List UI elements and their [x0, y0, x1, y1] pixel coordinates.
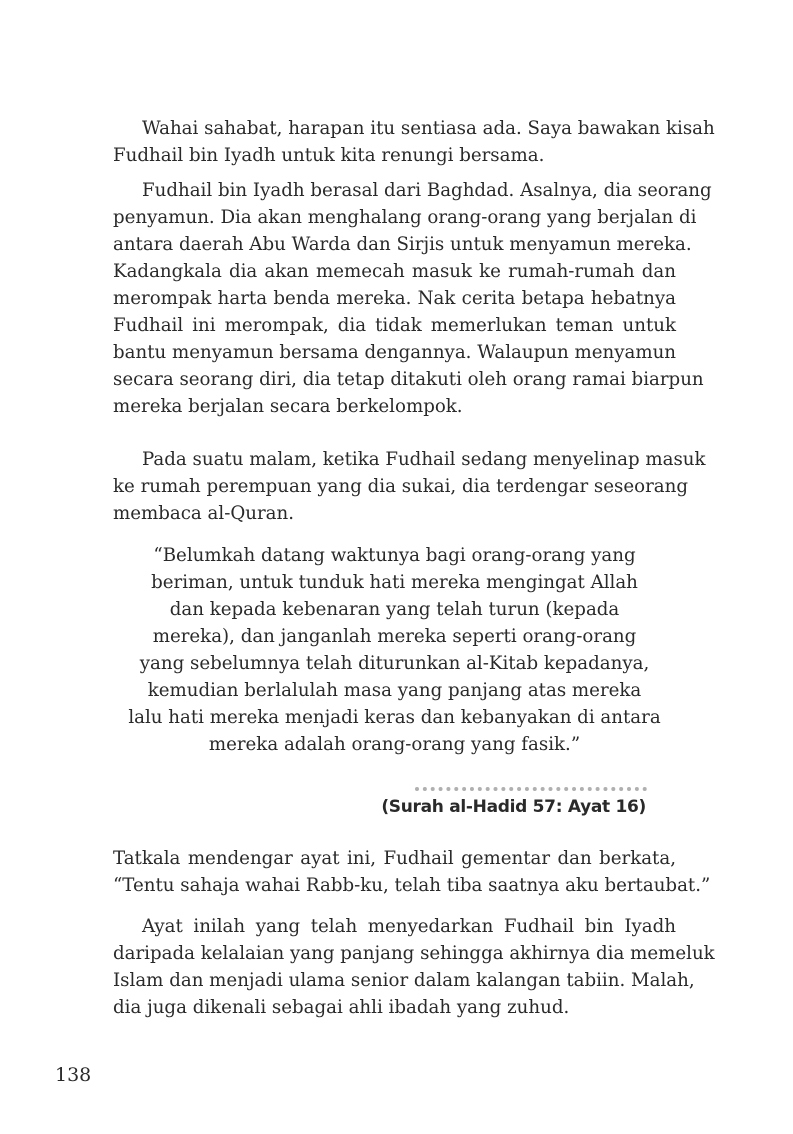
text-line: bantu menyamun bersama dengannya. Walaupun menyamun: [113, 342, 676, 363]
quote-line: “Belumkah datang waktunya bagi orang-orang yang: [153, 545, 636, 566]
text-line: Fudhail bin Iyadh untuk kita renungi bersama.: [113, 145, 545, 166]
quote-citation: (Surah al-Hadid 57: Ayat 16): [381, 797, 646, 817]
quote-line: beriman, untuk tunduk hati mereka mengingat Allah: [151, 572, 638, 593]
quote-line: dan kepada kebenaran yang telah turun (kepada: [169, 599, 620, 620]
quote-line: kemudian berlalulah masa yang panjang atas mereka: [147, 680, 642, 701]
dotted-divider: [415, 787, 647, 791]
paragraph-2: [113, 177, 712, 420]
text-line: penyamun. Dia akan menghalang orang-orang yang berjalan di: [113, 207, 697, 228]
text-line: Fudhail bin Iyadh berasal dari Baghdad. Asalnya, dia seorang: [142, 180, 712, 201]
quote-line: mereka adalah orang-orang yang fasik.”: [208, 734, 581, 755]
text-line: Pada suatu malam, ketika Fudhail sedang menyelinap masuk: [142, 449, 706, 470]
text-line: Islam dan menjadi ulama senior dalam kalangan tabiin. Malah,: [113, 970, 695, 991]
text-line: Fudhail ini merompak, dia tidak memerlukan teman untuk: [113, 315, 676, 336]
paragraph-3: [113, 446, 706, 527]
page-number: 138: [55, 1064, 92, 1086]
text-line: antara daerah Abu Warda dan Sirjis untuk menyamun mereka.: [113, 234, 692, 255]
paragraph-1: [113, 115, 715, 169]
text-line: Ayat inilah yang telah menyedarkan Fudhail bin Iyadh: [142, 916, 676, 937]
text-line: dia juga dikenali sebagai ahli ibadah yang zuhud.: [113, 997, 570, 1018]
quote-line: yang sebelumnya telah diturunkan al-Kitab kepadanya,: [139, 653, 650, 674]
text-line: Tatkala mendengar ayat ini, Fudhail gementar dan berkata,: [113, 848, 676, 869]
text-line: membaca al-Quran.: [113, 503, 295, 524]
text-line: daripada kelalaian yang panjang sehingga akhirnya dia memeluk: [113, 943, 715, 964]
text-line: Wahai sahabat, harapan itu sentiasa ada. Saya bawakan kisah: [142, 118, 715, 139]
text-line: mereka berjalan secara berkelompok.: [113, 396, 463, 417]
text-line: secara seorang diri, dia tetap ditakuti oleh orang ramai biarpun: [113, 369, 704, 390]
paragraph-5: [113, 913, 715, 1021]
text-line: Kadangkala dia akan memecah masuk ke rumah-rumah dan: [113, 261, 676, 282]
text-line: merompak harta benda mereka. Nak cerita betapa hebatnya: [113, 288, 676, 309]
quote-line: mereka), dan janganlah mereka seperti orang-orang: [152, 626, 637, 647]
quran-quote: [113, 542, 676, 758]
text-line: ke rumah perempuan yang dia sukai, dia terdengar seseorang: [113, 476, 688, 497]
text-line: “Tentu sahaja wahai Rabb-ku, telah tiba saatnya aku bertaubat.”: [113, 875, 711, 896]
paragraph-4: [113, 845, 711, 899]
quote-line: lalu hati mereka menjadi keras dan kebanyakan di antara: [128, 707, 661, 728]
